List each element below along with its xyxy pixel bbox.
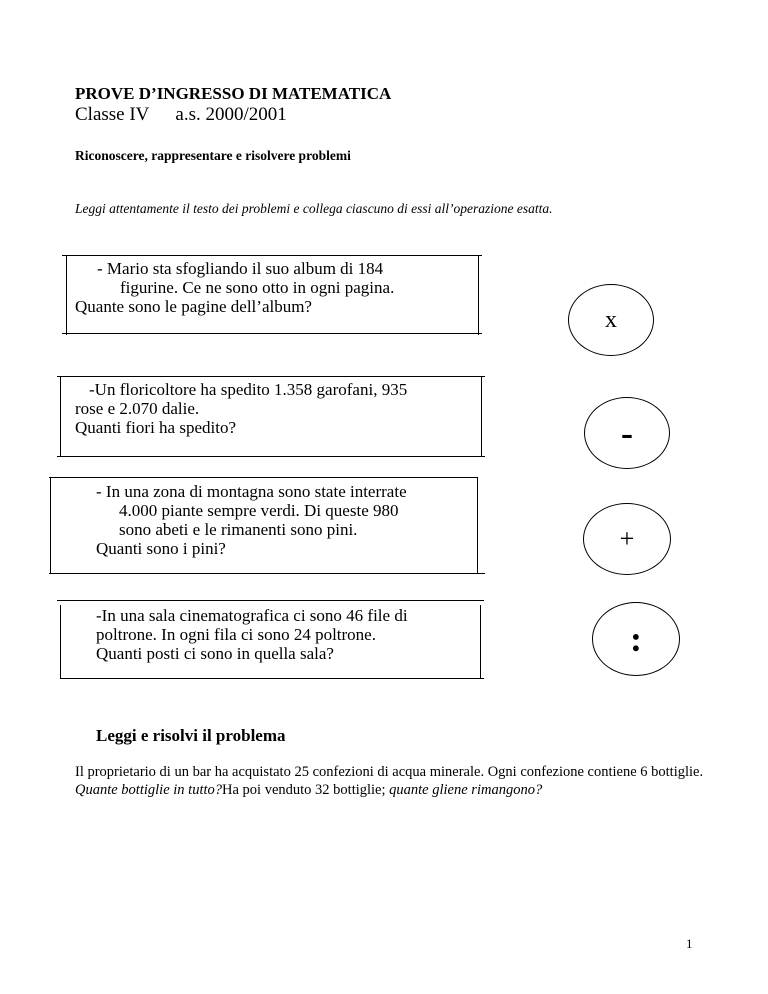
operation-divide-circle[interactable] bbox=[592, 602, 680, 676]
class-label: Classe IV bbox=[75, 104, 150, 125]
page-number: 1 bbox=[686, 936, 693, 951]
problem-4-line-3: Quanti posti ci sono in quella sala? bbox=[96, 644, 334, 663]
problem-3-line-2: 4.000 piante sempre verdi. Di queste 980 bbox=[119, 501, 399, 520]
school-year: a.s. 2000/2001 bbox=[175, 104, 287, 125]
operation-multiply-circle[interactable] bbox=[568, 284, 654, 356]
operation-divide-symbol: : bbox=[630, 619, 642, 659]
operation-add-circle[interactable] bbox=[583, 503, 671, 575]
class-line bbox=[75, 104, 287, 126]
problem-3-line-3: sono abeti e le rimanenti sono pini. bbox=[119, 520, 358, 539]
problem-2-line-2: rose e 2.070 dalie. bbox=[75, 399, 200, 418]
operation-subtract-circle[interactable] bbox=[584, 397, 670, 469]
section-heading-problems: Riconoscere, rappresentare e risolvere problemi bbox=[75, 148, 351, 163]
problem-2-line-1: -Un floricoltore ha spedito 1.358 garofani, 935 bbox=[89, 380, 408, 399]
operation-multiply-symbol: x bbox=[605, 306, 617, 333]
section-heading-solve: Leggi e risolvi il problema bbox=[96, 726, 286, 745]
problem-4-line-1: -In una sala cinematografica ci sono 46 file di bbox=[96, 606, 408, 625]
problem-1-line-3: Quante sono le pagine dell’album? bbox=[75, 297, 312, 316]
solve-problem-text bbox=[75, 763, 705, 799]
operation-add-symbol: + bbox=[619, 524, 635, 553]
solve-text-part-1: Il proprietario di un bar ha acquistato 25 confezioni di acqua minerale. Ogni confezione contiene 6 bottiglie. bbox=[75, 764, 704, 780]
problem-3-line-4: Quanti sono i pini? bbox=[96, 539, 226, 558]
solve-text-part-2: Ha poi venduto 32 bottiglie; bbox=[222, 782, 390, 798]
operation-subtract-symbol: - bbox=[621, 413, 633, 453]
instruction-text: Leggi attentamente il testo dei problemi e collega ciascuno di essi all’operazione esatta. bbox=[75, 201, 553, 216]
solve-question-2: quante gliene rimangono? bbox=[389, 782, 543, 798]
problem-1-line-2: figurine. Ce ne sono otto in ogni pagina. bbox=[120, 278, 395, 297]
problem-1-line-1: - Mario sta sfogliando il suo album di 184 bbox=[97, 259, 384, 278]
page-title: PROVE D’INGRESSO DI MATEMATICA bbox=[75, 84, 392, 103]
problem-2-line-3: Quanti fiori ha spedito? bbox=[75, 418, 236, 437]
problem-4-line-2: poltrone. In ogni fila ci sono 24 poltrone. bbox=[96, 625, 376, 644]
problem-3-line-1: - In una zona di montagna sono state interrate bbox=[96, 482, 407, 501]
solve-question-1: Quante bottiglie in tutto? bbox=[75, 782, 223, 798]
